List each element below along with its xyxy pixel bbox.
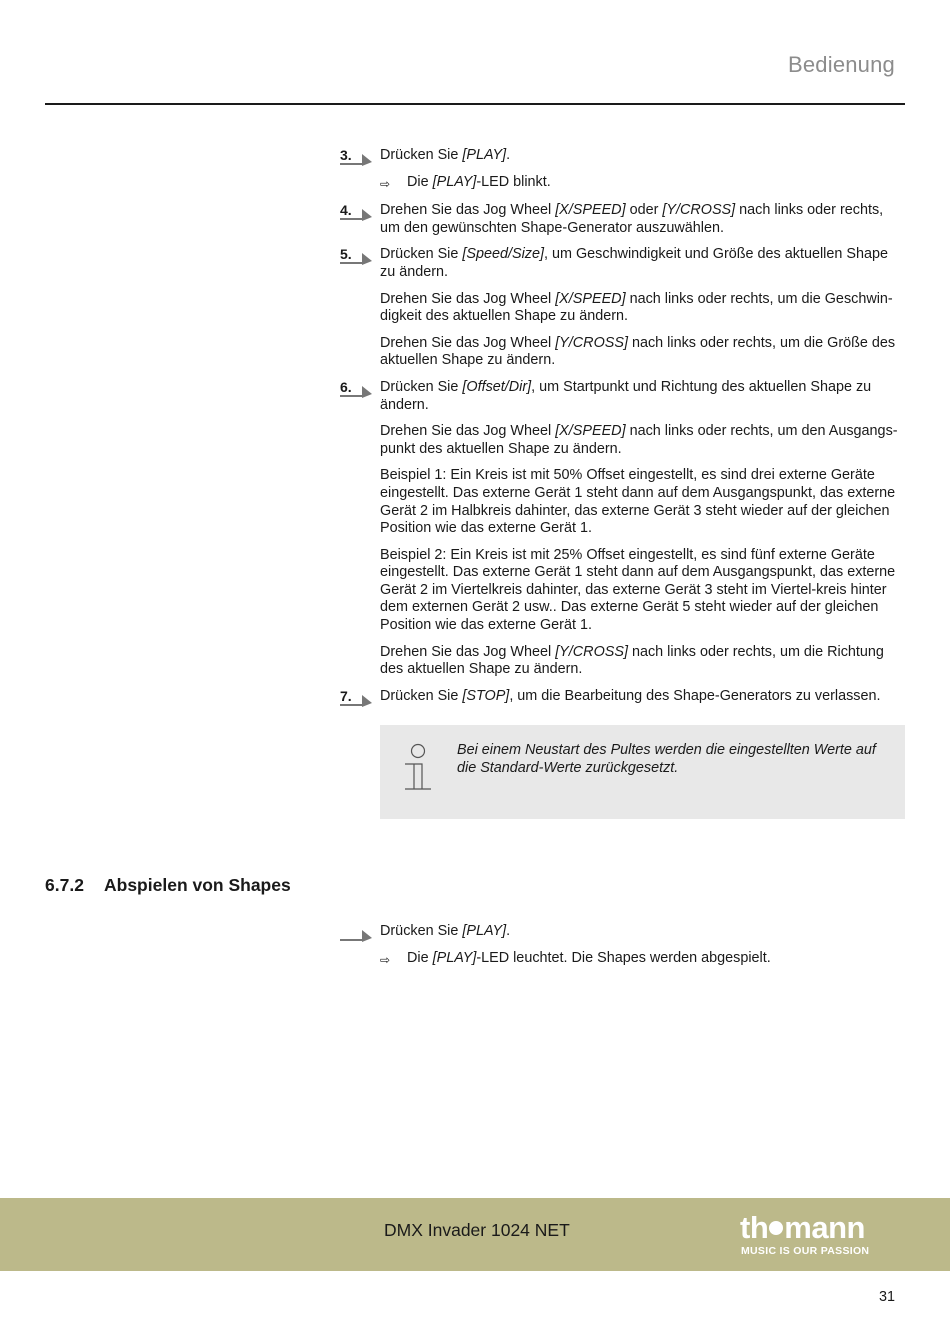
step-5: 5. Drücken Sie [Speed/Size], um Geschwindigkeit und Größe des aktuellen Shape zu ändern.	[340, 246, 888, 280]
key-label: [X/SPEED]	[555, 290, 626, 307]
thomann-logo	[740, 1212, 900, 1262]
result-arrow-icon: ⇨	[380, 176, 391, 191]
key-label: [Y/CROSS]	[662, 202, 736, 219]
key-label: [X/SPEED]	[555, 202, 626, 219]
key-label: [X/SPEED]	[555, 423, 626, 440]
example-2-paragraph: Beispiel 2: Ein Kreis ist mit 25% Offset eingestellt, es sind fünf externe Geräte eingestellt. Das externe Gerät 1 steht dann auf dem Ausgangspunkt, das externe Gerät 2 im Viertelkreis dahinter, das externe Gerät 3 steht im Viertel-kreis hinter dem externen Gerät 2 usw.. Das externe Gerät 5 steht wieder auf der gleichen Position wie das externe Gerät 1.	[380, 546, 896, 634]
header-divider	[45, 103, 905, 105]
section-title: Abspielen von Shapes	[104, 875, 291, 895]
key-label: [STOP]	[462, 687, 510, 704]
step-6: 6. Drücken Sie [Offset/Dir], um Startpunkt und Richtung des aktuellen Shape zu ändern.	[340, 378, 872, 413]
step-4: 4. Drehen Sie das Jog Wheel [X/SPEED] oder [Y/CROSS] nach links oder rechts, um den gewünschten Shape-Generator auszuwählen.	[340, 202, 884, 236]
page-number: 31	[878, 1289, 895, 1305]
step-3: 3. Drücken Sie [PLAY].	[340, 147, 905, 165]
step-paragraph: Drehen Sie das Jog Wheel [X/SPEED] nach links oder rechts, um den Ausgangs-punkt des aktuellen Shape zu ändern.	[380, 423, 898, 457]
step-number: 7.	[340, 688, 374, 706]
step-paragraph: Drehen Sie das Jog Wheel [Y/CROSS] nach links oder rechts, um die Größe des aktuellen Shape zu ändern.	[380, 334, 896, 369]
key-label: [Offset/Dir]	[462, 378, 532, 395]
instruction-list	[340, 147, 905, 714]
section-instructions	[340, 923, 905, 978]
key-label: [PLAY]	[432, 173, 477, 190]
key-label: [PLAY]	[462, 147, 507, 163]
section-number: 6.7.2	[45, 875, 84, 895]
logo-wordmark: th mann	[740, 1210, 865, 1245]
step-paragraph: Drehen Sie das Jog Wheel [X/SPEED] nach links oder rechts, um die Geschwin-digkeit des aktuellen Shape zu ändern.	[380, 290, 893, 325]
key-label: [Speed/Size]	[462, 246, 544, 263]
logo-dot-icon	[769, 1221, 783, 1235]
logo-tagline: MUSIC IS OUR PASSION	[741, 1245, 870, 1257]
step-number: 6.	[340, 379, 374, 397]
step-number: 5.	[340, 246, 374, 264]
note-text: Bei einem Neustart des Pultes werden die eingestellten Werte auf die Standard-Werte zurückgesetzt.	[457, 742, 876, 776]
key-label: [PLAY]	[432, 949, 477, 966]
step-result: ⇨ Die [PLAY]-LED leuchtet. Die Shapes werden abgespielt.	[380, 950, 905, 968]
info-icon	[402, 743, 434, 795]
product-name: DMX Invader 1024 NET	[384, 1220, 570, 1240]
key-label: [PLAY]	[462, 923, 507, 939]
key-label: [Y/CROSS]	[555, 334, 628, 351]
step-number: 3.	[340, 147, 374, 165]
section-step: Drücken Sie [PLAY].	[340, 923, 905, 941]
info-note-box	[380, 725, 905, 819]
step-arrow-icon	[340, 923, 374, 943]
footer-band	[0, 1198, 950, 1271]
result-arrow-icon: ⇨	[380, 952, 391, 967]
step-7: 7. Drücken Sie [STOP], um die Bearbeitung des Shape-Generators zu verlassen.	[340, 688, 905, 706]
step-paragraph: Drehen Sie das Jog Wheel [Y/CROSS] nach links oder rechts, um die Richtung des aktuellen Shape zu ändern.	[380, 643, 884, 678]
step-number: 4.	[340, 202, 374, 220]
section-heading	[45, 875, 291, 896]
step-result: ⇨ Die [PLAY]-LED blinkt.	[380, 174, 905, 192]
example-1-paragraph: Beispiel 1: Ein Kreis ist mit 50% Offset eingestellt, es sind drei externe Geräte eingestellt. Das externe Gerät 1 steht dann auf dem Ausgangspunkt, das externe Gerät 2 im Halbkreis dahinter, das externe Gerät 3 steht wieder auf der gleichen Position wie das externe Gerät 1.	[380, 467, 896, 537]
step-marker	[340, 923, 374, 941]
chapter-title: Bedienung	[787, 52, 895, 77]
key-label: [Y/CROSS]	[555, 643, 628, 660]
